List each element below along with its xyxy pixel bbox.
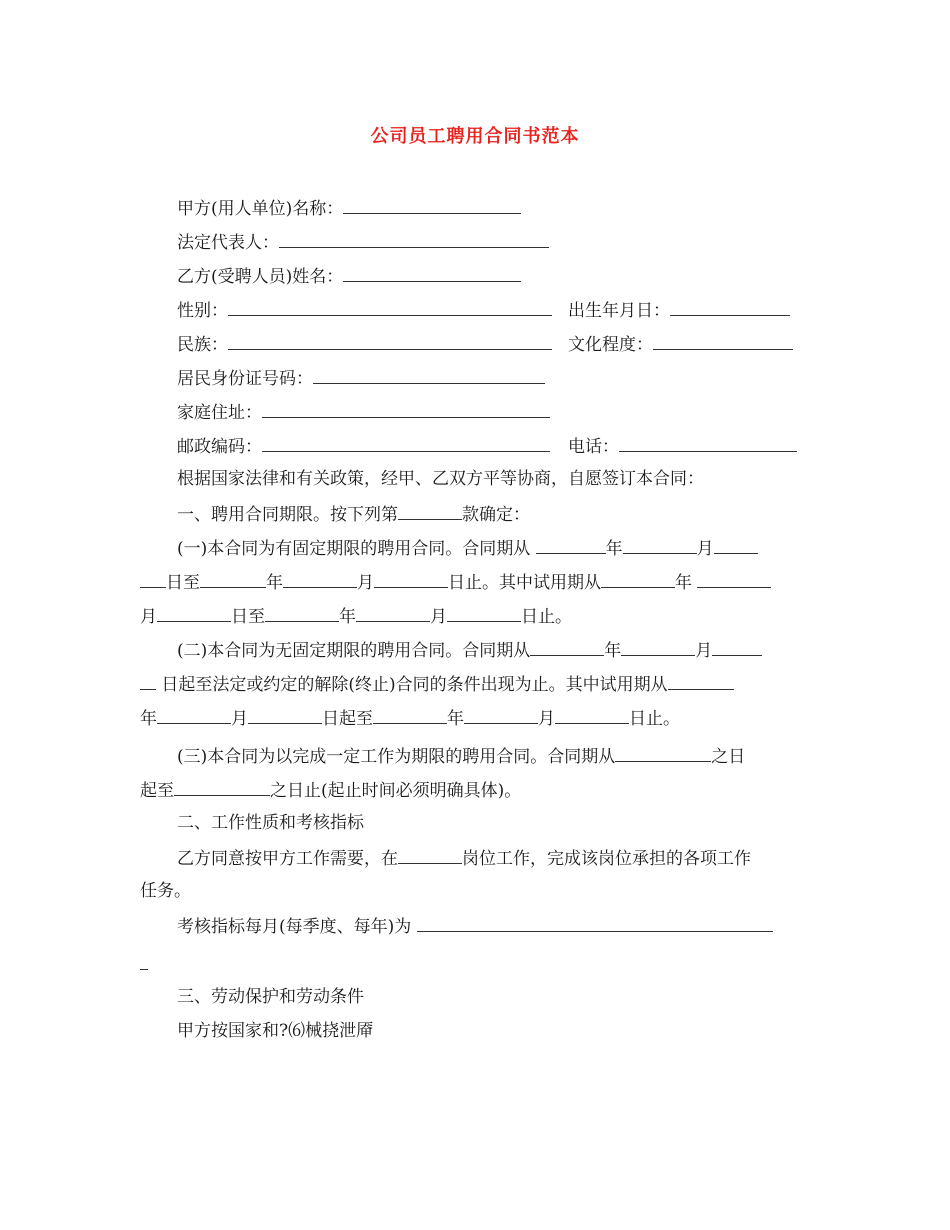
year-word: 年: [339, 607, 356, 627]
blank[interactable]: [174, 777, 270, 796]
section-2-text: 乙方同意按甲方工作需要，在: [177, 849, 398, 869]
id-number-line: [177, 365, 545, 391]
blank[interactable]: [555, 705, 629, 724]
blank[interactable]: [140, 951, 148, 970]
clause-1-text: (一)本合同为有固定期限的聘用合同。合同期从: [177, 539, 531, 559]
phone-label: 电话：: [568, 437, 619, 457]
blank[interactable]: [697, 569, 771, 588]
ethnicity-blank[interactable]: [228, 331, 552, 350]
month-word: 月: [695, 641, 713, 661]
clause-1-line-2: [140, 569, 771, 595]
section-2-heading: 二、工作性质和考核指标: [177, 813, 364, 833]
section-1-heading-text: 一、聘用合同期限。按下列第: [177, 505, 398, 525]
month-word: 月: [231, 709, 248, 729]
blank[interactable]: [140, 569, 166, 588]
day-end-word: 日止。: [521, 607, 572, 627]
postcode-label: 邮政编码：: [177, 437, 262, 457]
day-to-word: 日至: [231, 607, 265, 627]
id-number-label: 居民身份证号码：: [177, 369, 313, 389]
ethnicity-label: 民族：: [177, 335, 228, 355]
year-word: 年: [447, 709, 464, 729]
position-blank[interactable]: [398, 845, 462, 864]
gender-label: 性别：: [177, 301, 228, 321]
blank[interactable]: [601, 569, 675, 588]
postcode-line: [177, 433, 550, 459]
clause-number-blank[interactable]: [398, 501, 462, 520]
day-end-trial-text: 日止。其中试用期从: [448, 573, 601, 593]
blank[interactable]: [714, 535, 758, 554]
blank[interactable]: [621, 637, 695, 656]
party-a-blank[interactable]: [343, 195, 521, 214]
blank[interactable]: [447, 603, 521, 622]
blank[interactable]: [464, 705, 538, 724]
month-word: 月: [538, 709, 555, 729]
year-word: 年: [140, 709, 157, 729]
month-word: 月: [430, 607, 447, 627]
section-1-heading-suffix: 款确定：: [462, 505, 530, 525]
postcode-blank[interactable]: [262, 433, 550, 452]
clause-3-suffix: 之日: [711, 747, 746, 767]
day-from-to-word: 日起至: [322, 709, 373, 729]
clause-2-line-3: [140, 705, 680, 731]
party-a-label: 甲方(用人单位)名称：: [177, 199, 344, 219]
clause-3-text: (三)本合同为以完成一定工作为期限的聘用合同。合同期从: [177, 747, 616, 767]
ethnicity-line: [177, 331, 552, 357]
section-2-text-cont: 岗位工作，完成该岗位承担的各项工作: [462, 849, 751, 869]
legal-rep-blank[interactable]: [279, 229, 549, 248]
assessment-text: 考核指标每月(每季度、每年)为: [177, 917, 412, 937]
birth-label: 出生年月日：: [568, 301, 670, 321]
day-end-word: 日止。: [629, 709, 680, 729]
blank[interactable]: [374, 569, 448, 588]
party-b-name-line: [177, 263, 521, 289]
year-word: 年: [604, 641, 622, 661]
clause-2-line-1: [177, 637, 762, 663]
legal-rep-line: [177, 229, 549, 255]
day-to-word: 日至: [166, 573, 200, 593]
section-3-line-1: 甲方按国家和?⑹械挠泄厣: [177, 1021, 374, 1041]
address-line: [177, 399, 550, 425]
id-number-blank[interactable]: [313, 365, 545, 384]
party-b-label: 乙方(受聘人员)姓名：: [177, 267, 344, 287]
birth-blank[interactable]: [670, 297, 790, 316]
year-word: 年: [675, 573, 692, 593]
blank[interactable]: [712, 637, 762, 656]
section-2-line-4: [140, 951, 148, 977]
clause-3-end-text: 之日止(起止时间必须明确具体)。: [270, 781, 522, 801]
address-label: 家庭住址：: [177, 403, 262, 423]
section-2-line-3: [177, 913, 773, 939]
blank[interactable]: [623, 535, 697, 554]
party-a-name-line: [177, 195, 521, 221]
section-2-line-2: 任务。: [140, 881, 191, 901]
blank[interactable]: [668, 671, 734, 690]
intro-paragraph: 根据国家法律和有关政策，经甲、乙双方平等协商，自愿签订本合同：: [177, 469, 704, 489]
education-label: 文化程度：: [568, 335, 653, 355]
gender-blank[interactable]: [228, 297, 552, 316]
education-blank[interactable]: [653, 331, 793, 350]
address-blank[interactable]: [262, 399, 550, 418]
party-b-blank[interactable]: [343, 263, 521, 282]
month-word: 月: [357, 573, 374, 593]
blank[interactable]: [615, 743, 711, 762]
phone-blank[interactable]: [619, 433, 797, 452]
clause-1-line-1: [177, 535, 758, 561]
year-word: 年: [266, 573, 283, 593]
section-2-line-1: [177, 845, 751, 871]
clause-3-line-1: [177, 743, 745, 769]
blank[interactable]: [530, 637, 604, 656]
blank[interactable]: [140, 671, 156, 690]
blank[interactable]: [248, 705, 322, 724]
month-word: 月: [696, 539, 714, 559]
blank[interactable]: [536, 535, 606, 554]
blank[interactable]: [157, 705, 231, 724]
clause-2-continuation: 日起至法定或约定的解除(终止)合同的条件出现为止。其中试用期从: [161, 675, 668, 695]
phone-line: [568, 433, 797, 459]
month-word: 月: [140, 607, 157, 627]
year-word: 年: [605, 539, 623, 559]
section-1-heading: [177, 501, 530, 527]
clause-3-from-word: 起至: [140, 781, 174, 801]
blank[interactable]: [283, 569, 357, 588]
assessment-blank[interactable]: [417, 913, 773, 932]
legal-rep-label: 法定代表人：: [177, 233, 279, 253]
clause-1-line-3: [140, 603, 572, 629]
blank[interactable]: [373, 705, 447, 724]
blank[interactable]: [200, 569, 266, 588]
clause-2-text: (二)本合同为无固定期限的聘用合同。合同期从: [177, 641, 531, 661]
blank[interactable]: [265, 603, 339, 622]
blank[interactable]: [157, 603, 231, 622]
section-3-heading: 三、劳动保护和劳动条件: [177, 987, 364, 1007]
birth-line: [568, 297, 790, 323]
document-title: 公司员工聘用合同书范本: [370, 126, 580, 147]
education-line: [568, 331, 793, 357]
clause-3-line-2: [140, 777, 521, 803]
blank[interactable]: [356, 603, 430, 622]
clause-2-line-2: [140, 671, 734, 697]
gender-line: [177, 297, 552, 323]
